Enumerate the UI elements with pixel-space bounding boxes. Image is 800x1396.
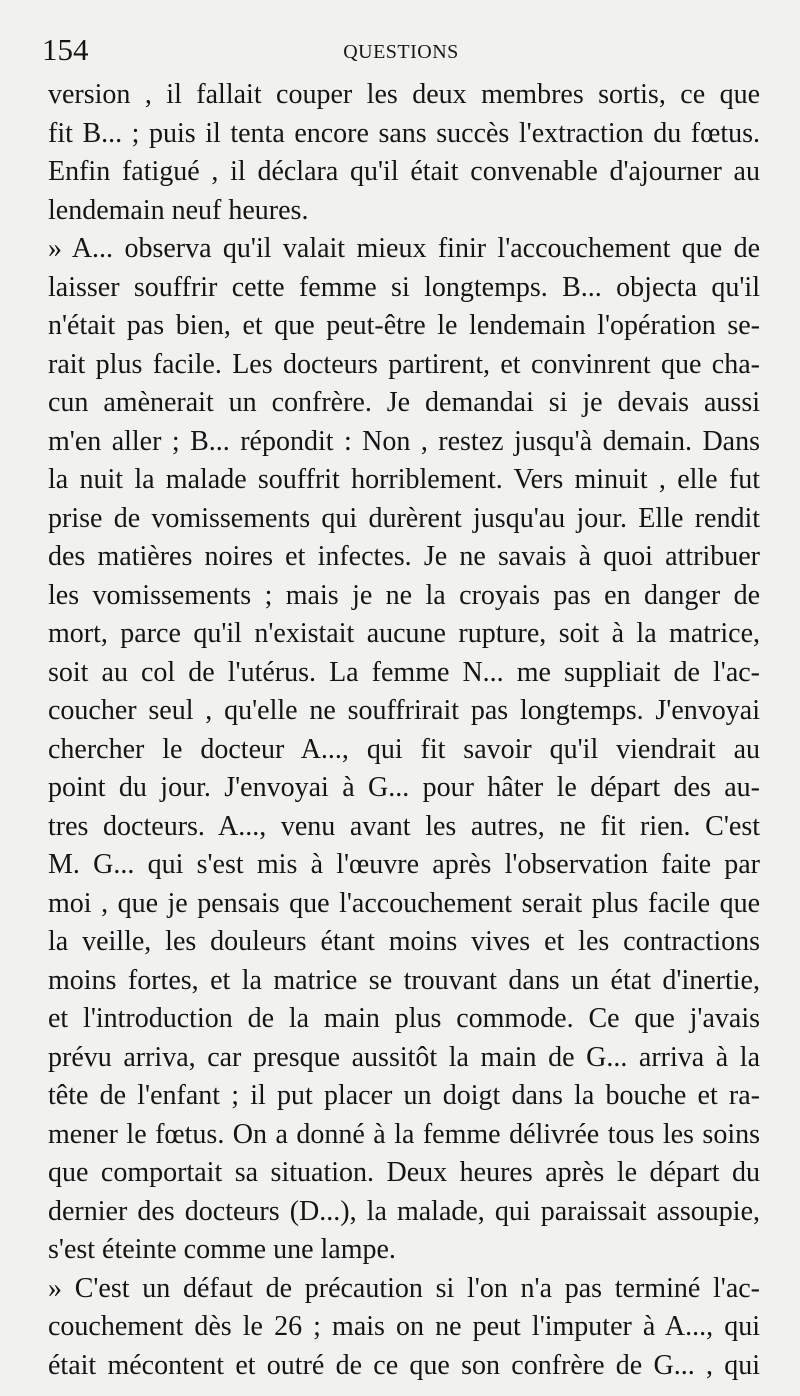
text-line: couchement dès le 26 ; mais on ne peut l'imputer à A..., qui: [48, 1311, 760, 1342]
text-body: [48, 76, 760, 1385]
text-line: » A... observa qu'il valait mieux finir l'accouchement que de: [48, 233, 760, 264]
text-line: point du jour. J'envoyai à G... pour hâter le départ des au-: [48, 772, 760, 803]
text-line: chercher le docteur A..., qui fit savoir qu'il viendrait au: [48, 733, 760, 765]
text-line: Enfin fatigué , il déclara qu'il était convenable d'ajourner au: [48, 156, 760, 187]
text-line: des matières noires et infectes. Je ne savais à quoi attribuer: [48, 541, 760, 572]
text-line: et l'introduction de la main plus commode. Ce que j'avais: [48, 1003, 760, 1034]
text-line: version , il fallait couper les deux membres sortis, ce que: [48, 79, 760, 110]
text-line: M. G... qui s'est mis à l'œuvre après l'observation faite par: [48, 849, 760, 880]
text-line: n'était pas bien, et que peut-être le lendemain l'opération se-: [48, 310, 760, 341]
text-line: les vomissements ; mais je ne la croyais pas en danger de: [48, 579, 760, 611]
text-line: mener le fœtus. On a donné à la femme délivrée tous les soins: [48, 1118, 760, 1150]
text-line: cun amènerait un confrère. Je demandai si je devais aussi: [48, 387, 760, 418]
text-line: moi , que je pensais que l'accouchement serait plus facile que: [48, 887, 760, 919]
page-number: 154: [42, 32, 89, 67]
text-line: était mécontent et outré de ce que son confrère de G... , qui: [48, 1349, 760, 1381]
text-line: s'est éteinte comme une lampe.: [48, 1234, 396, 1265]
text-line: moins fortes, et la matrice se trouvant dans un état d'inertie,: [48, 964, 760, 996]
text-line: fit B... ; puis il tenta encore sans succès l'extraction du fœtus.: [48, 117, 760, 149]
text-line: tres docteurs. A..., venu avant les autres, ne fit rien. C'est: [48, 810, 760, 842]
text-line: la veille, les douleurs étant moins vives et les contractions: [48, 926, 760, 957]
running-title: QUESTIONS: [343, 41, 459, 63]
text-line: laisser souffrir cette femme si longtemps. B... objecta qu'il: [48, 271, 760, 303]
text-line: m'en aller ; B... répondit : Non , restez jusqu'à demain. Dans: [48, 425, 760, 457]
text-line: tête de l'enfant ; il put placer un doigt dans la bouche et ra-: [48, 1080, 760, 1111]
text-line: mort, parce qu'il n'existait aucune rupture, soit à la matrice,: [48, 618, 760, 649]
text-line: prévu arriva, car presque aussitôt la main de G... arriva à la: [48, 1041, 760, 1073]
text-line: » C'est un défaut de précaution si l'on n'a pas terminé l'ac-: [48, 1272, 760, 1304]
text-line: lendemain neuf heures.: [48, 194, 309, 226]
text-line: que comportait sa situation. Deux heures après le départ du: [48, 1157, 760, 1188]
text-line: rait plus facile. Les docteurs partirent, et convinrent que cha-: [48, 348, 760, 380]
text-line: prise de vomissements qui durèrent jusqu'au jour. Elle rendit: [48, 502, 760, 534]
page-header: [42, 30, 760, 70]
text-line: coucher seul , qu'elle ne souffrirait pas longtemps. J'envoyai: [48, 695, 760, 726]
text-line: soit au col de l'utérus. La femme N... me suppliait de l'ac-: [48, 656, 760, 688]
text-line: la nuit la malade souffrit horriblement. Vers minuit , elle fut: [48, 464, 760, 495]
text-line: dernier des docteurs (D...), la malade, qui paraissait assoupie,: [48, 1195, 760, 1227]
